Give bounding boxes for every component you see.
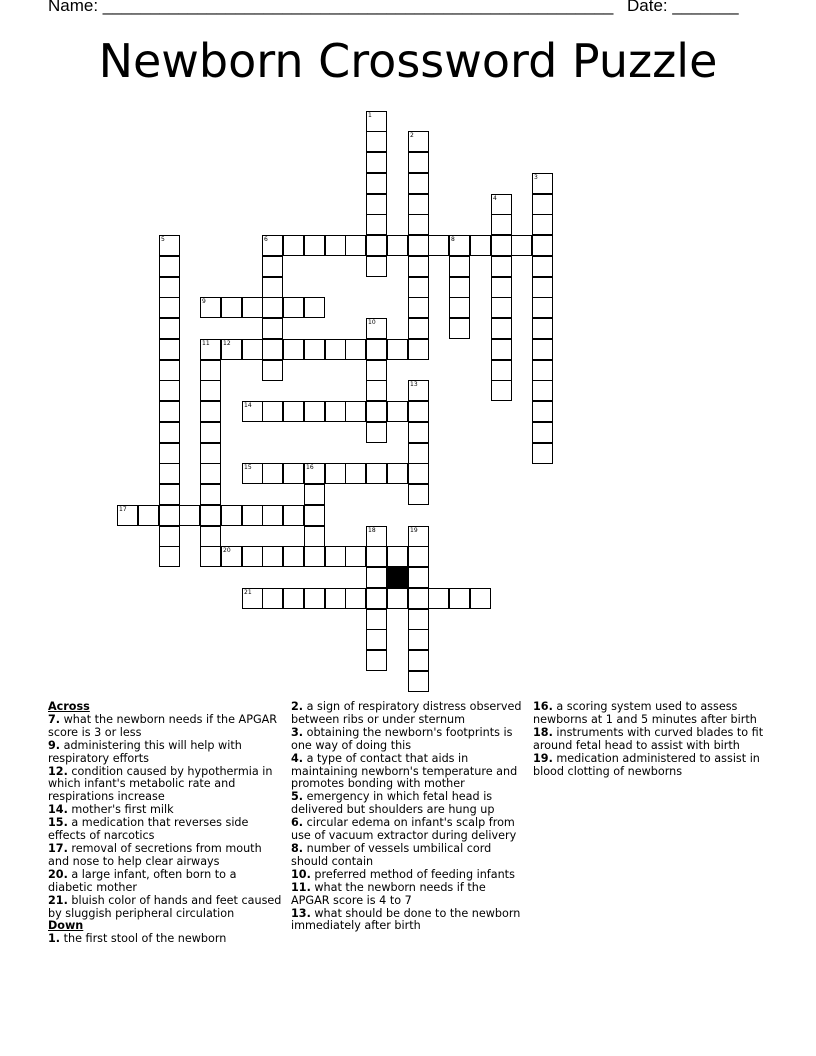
grid-cell[interactable] bbox=[283, 235, 304, 256]
grid-cell[interactable] bbox=[242, 505, 263, 526]
grid-cell[interactable] bbox=[159, 526, 180, 547]
grid-cell[interactable] bbox=[345, 588, 366, 609]
grid-cell[interactable] bbox=[449, 588, 470, 609]
grid-cell[interactable] bbox=[138, 505, 159, 526]
clue-item-text: a type of contact that aids in maintaining newborn's temperature and promotes bonding with mother bbox=[291, 751, 518, 791]
grid-cell[interactable] bbox=[262, 235, 283, 256]
clue-number: 5 bbox=[161, 236, 165, 243]
grid-cell[interactable] bbox=[532, 380, 553, 401]
grid-cell[interactable] bbox=[304, 526, 325, 547]
grid-cell[interactable] bbox=[262, 256, 283, 277]
grid-cell[interactable] bbox=[159, 318, 180, 339]
clue-item bbox=[533, 727, 769, 753]
grid-cell[interactable] bbox=[159, 443, 180, 464]
grid-cell[interactable] bbox=[532, 173, 553, 194]
grid-cell[interactable] bbox=[366, 609, 387, 630]
grid-cell[interactable] bbox=[159, 463, 180, 484]
grid-cell[interactable] bbox=[449, 256, 470, 277]
grid-cell[interactable] bbox=[366, 360, 387, 381]
grid-cell[interactable] bbox=[283, 401, 304, 422]
clue-item-text: number of vessels umbilical cord should contain bbox=[291, 841, 492, 868]
grid-cell[interactable] bbox=[366, 588, 387, 609]
grid-cell[interactable] bbox=[262, 546, 283, 567]
clue-item-text: instruments with curved blades to fit around fetal head to assist with birth bbox=[533, 725, 764, 752]
clue-item-text: what should be done to the newborn immediately after birth bbox=[291, 906, 521, 933]
date-field: Date: _______ bbox=[627, 0, 739, 15]
clue-item-number: 6. bbox=[291, 816, 304, 830]
grid-cell[interactable] bbox=[408, 609, 429, 630]
clue-item-number: 2. bbox=[291, 700, 304, 713]
grid-cell[interactable] bbox=[387, 588, 408, 609]
grid-cell[interactable] bbox=[304, 463, 325, 484]
grid-cell[interactable] bbox=[408, 214, 429, 235]
grid-cell[interactable] bbox=[491, 277, 512, 298]
grid-cell[interactable] bbox=[408, 339, 429, 360]
grid-cell[interactable] bbox=[242, 297, 263, 318]
grid-cell[interactable] bbox=[366, 629, 387, 650]
grid-cell[interactable] bbox=[159, 505, 180, 526]
grid-cell[interactable] bbox=[221, 546, 242, 567]
grid-cell[interactable] bbox=[304, 235, 325, 256]
grid-cell[interactable] bbox=[345, 339, 366, 360]
grid-cell[interactable] bbox=[408, 567, 429, 588]
grid-cell[interactable] bbox=[345, 235, 366, 256]
grid-cell[interactable] bbox=[221, 339, 242, 360]
clue-item-text: circular edema on infant's scalp from use of vacuum extractor during delivery bbox=[291, 816, 517, 843]
grid-cell[interactable] bbox=[304, 546, 325, 567]
grid-cell[interactable] bbox=[366, 422, 387, 443]
clue-item-text: the first stool of the newborn bbox=[60, 932, 227, 946]
clue-number: 8 bbox=[451, 236, 455, 243]
grid-cell[interactable] bbox=[283, 505, 304, 526]
down-clue-list bbox=[533, 701, 769, 778]
grid-cell[interactable] bbox=[511, 235, 532, 256]
grid-cell[interactable] bbox=[242, 546, 263, 567]
grid-cell[interactable] bbox=[491, 256, 512, 277]
clue-number: 1 bbox=[368, 112, 372, 119]
clue-number: 16 bbox=[306, 464, 314, 471]
grid-cell[interactable] bbox=[532, 318, 553, 339]
clue-number: 18 bbox=[368, 527, 376, 534]
grid-cell[interactable] bbox=[366, 318, 387, 339]
across-clue-list bbox=[48, 714, 284, 921]
grid-cell[interactable] bbox=[532, 277, 553, 298]
grid-cell[interactable] bbox=[304, 588, 325, 609]
clue-item-text: a medication that reverses side effects of narcotics bbox=[48, 816, 249, 843]
grid-cell[interactable] bbox=[159, 277, 180, 298]
grid-cell[interactable] bbox=[428, 235, 449, 256]
clue-item bbox=[291, 701, 527, 727]
clue-item bbox=[291, 727, 527, 753]
clue-item-text: emergency in which fetal head is delivered but shoulders are hung up bbox=[291, 790, 495, 817]
clue-item-number: 13. bbox=[291, 906, 311, 920]
clue-item-number: 3. bbox=[291, 725, 304, 739]
clue-item-text: condition caused by hypothermia in which infant's metabolic rate and respirations increase bbox=[48, 764, 273, 804]
clue-item bbox=[291, 882, 527, 908]
clue-item-number: 14. bbox=[48, 803, 68, 817]
grid-cell[interactable] bbox=[532, 297, 553, 318]
grid-cell[interactable] bbox=[262, 339, 283, 360]
grid-cell[interactable] bbox=[283, 588, 304, 609]
grid-cell[interactable] bbox=[262, 277, 283, 298]
grid-cell[interactable] bbox=[366, 111, 387, 132]
grid-cell[interactable] bbox=[387, 339, 408, 360]
grid-cell[interactable] bbox=[262, 318, 283, 339]
clue-item-text: a sign of respiratory distress observed between ribs or under sternum bbox=[291, 700, 522, 726]
clue-number: 19 bbox=[410, 527, 418, 534]
grid-cell[interactable] bbox=[200, 360, 221, 381]
grid-cell[interactable] bbox=[366, 567, 387, 588]
grid-cell[interactable] bbox=[242, 339, 263, 360]
grid-cell[interactable] bbox=[449, 297, 470, 318]
clue-item-text: a scoring system used to assess newborns at 1 and 5 minutes after birth bbox=[533, 700, 757, 726]
clue-item bbox=[48, 869, 284, 895]
clue-number: 13 bbox=[410, 381, 418, 388]
clue-column-2 bbox=[291, 701, 527, 933]
grid-cell[interactable] bbox=[366, 650, 387, 671]
grid-cell[interactable] bbox=[491, 360, 512, 381]
grid-cell[interactable] bbox=[532, 422, 553, 443]
grid-cell[interactable] bbox=[283, 297, 304, 318]
clue-item-number: 16. bbox=[533, 700, 553, 713]
clue-item bbox=[48, 740, 284, 766]
grid-cell[interactable] bbox=[345, 463, 366, 484]
clue-number: 3 bbox=[534, 174, 538, 181]
clue-item-text: a large infant, often born to a diabetic mother bbox=[48, 867, 237, 894]
grid-cell[interactable] bbox=[200, 463, 221, 484]
grid-cell[interactable] bbox=[532, 360, 553, 381]
grid-cell[interactable] bbox=[491, 297, 512, 318]
grid-cell[interactable] bbox=[491, 214, 512, 235]
clue-item-number: 17. bbox=[48, 841, 68, 855]
page-title: Newborn Crossword Puzzle bbox=[98, 34, 718, 88]
clue-item-number: 18. bbox=[533, 725, 553, 739]
grid-cell[interactable] bbox=[387, 463, 408, 484]
clue-item-number: 12. bbox=[48, 764, 68, 778]
down-heading: Down bbox=[48, 919, 84, 933]
clue-item-text: obtaining the newborn's footprints is one way of doing this bbox=[291, 725, 513, 752]
down-clue-list bbox=[291, 701, 527, 933]
grid-cell[interactable] bbox=[408, 152, 429, 173]
grid-cell[interactable] bbox=[387, 235, 408, 256]
grid-cell[interactable] bbox=[304, 297, 325, 318]
grid-cell[interactable] bbox=[221, 505, 242, 526]
clue-column-3 bbox=[533, 701, 769, 778]
grid-cell[interactable] bbox=[491, 339, 512, 360]
grid-cell[interactable] bbox=[408, 422, 429, 443]
grid-cell[interactable] bbox=[491, 235, 512, 256]
clue-number: 17 bbox=[119, 506, 127, 513]
grid-cell[interactable] bbox=[200, 339, 221, 360]
clue-number: 21 bbox=[244, 589, 252, 596]
grid-cell[interactable] bbox=[200, 401, 221, 422]
clue-number: 2 bbox=[410, 132, 414, 139]
clue-item-number: 20. bbox=[48, 867, 68, 881]
clue-item-text: mother's first milk bbox=[67, 803, 174, 817]
grid-cell[interactable] bbox=[200, 546, 221, 567]
grid-cell[interactable] bbox=[345, 546, 366, 567]
grid-cell[interactable] bbox=[366, 194, 387, 215]
grid-cell[interactable] bbox=[159, 546, 180, 567]
grid-cell[interactable] bbox=[262, 505, 283, 526]
grid-cell[interactable] bbox=[408, 671, 429, 692]
grid-cell[interactable] bbox=[159, 297, 180, 318]
grid-cell[interactable] bbox=[366, 235, 387, 256]
clue-item-number: 11. bbox=[291, 880, 311, 894]
grid-cell[interactable] bbox=[491, 194, 512, 215]
grid-cell[interactable] bbox=[366, 401, 387, 422]
clue-item-number: 4. bbox=[291, 751, 304, 765]
grid-cell[interactable] bbox=[532, 235, 553, 256]
grid-cell[interactable] bbox=[366, 463, 387, 484]
grid-cell[interactable] bbox=[408, 401, 429, 422]
grid-cell[interactable] bbox=[200, 484, 221, 505]
grid-cell[interactable] bbox=[200, 380, 221, 401]
grid-cell[interactable] bbox=[428, 588, 449, 609]
clue-number: 14 bbox=[244, 402, 252, 409]
grid-cell[interactable] bbox=[408, 629, 429, 650]
clue-item bbox=[533, 753, 769, 779]
clue-item bbox=[291, 791, 527, 817]
clue-item bbox=[48, 714, 284, 740]
grid-cell[interactable] bbox=[408, 277, 429, 298]
grid-cell[interactable] bbox=[408, 484, 429, 505]
grid-cell[interactable] bbox=[532, 339, 553, 360]
grid-cell[interactable] bbox=[262, 401, 283, 422]
clue-item-number: 7. bbox=[48, 712, 61, 726]
clue-item bbox=[48, 766, 284, 805]
grid-cell[interactable] bbox=[408, 546, 429, 567]
clue-number: 6 bbox=[264, 236, 268, 243]
grid-cell[interactable] bbox=[366, 380, 387, 401]
grid-cell[interactable] bbox=[179, 505, 200, 526]
grid-cell[interactable] bbox=[283, 463, 304, 484]
grid-cell[interactable] bbox=[408, 256, 429, 277]
grid-cell[interactable] bbox=[262, 297, 283, 318]
grid-cell[interactable] bbox=[304, 484, 325, 505]
grid-cell[interactable] bbox=[242, 463, 263, 484]
grid-cell[interactable] bbox=[387, 546, 408, 567]
grid-cell[interactable] bbox=[159, 401, 180, 422]
clue-item bbox=[291, 817, 527, 843]
grid-cell[interactable] bbox=[200, 443, 221, 464]
clue-number: 9 bbox=[202, 298, 206, 305]
grid-cell[interactable] bbox=[283, 339, 304, 360]
clue-number: 20 bbox=[223, 547, 231, 554]
grid-cell[interactable] bbox=[325, 401, 346, 422]
clue-item-number: 1. bbox=[48, 932, 61, 946]
grid-cell[interactable] bbox=[532, 443, 553, 464]
grid-cell[interactable] bbox=[470, 235, 491, 256]
clue-item-number: 19. bbox=[533, 751, 553, 765]
grid-cell[interactable] bbox=[532, 194, 553, 215]
grid-cell[interactable] bbox=[325, 235, 346, 256]
clue-item-text: removal of secretions from mouth and nose to help clear airways bbox=[48, 841, 262, 868]
grid-cell[interactable] bbox=[408, 526, 429, 547]
grid-cell[interactable] bbox=[366, 546, 387, 567]
grid-cell[interactable] bbox=[408, 173, 429, 194]
clue-number: 15 bbox=[244, 464, 252, 471]
grid-cell[interactable] bbox=[532, 256, 553, 277]
name-field: Name: ______________________________________________________ bbox=[48, 0, 614, 15]
grid-cell[interactable] bbox=[159, 339, 180, 360]
grid-cell[interactable] bbox=[408, 131, 429, 152]
grid-cell[interactable] bbox=[366, 131, 387, 152]
grid-cell[interactable] bbox=[491, 380, 512, 401]
clue-item bbox=[48, 895, 284, 921]
grid-cell[interactable] bbox=[200, 297, 221, 318]
grid-cell[interactable] bbox=[408, 194, 429, 215]
grid-cell[interactable] bbox=[159, 484, 180, 505]
clue-column-1 bbox=[48, 701, 284, 946]
grid-cell[interactable] bbox=[345, 401, 366, 422]
clue-item-text: what the newborn needs if the APGAR score is 3 or less bbox=[48, 712, 278, 739]
grid-cell[interactable] bbox=[449, 235, 470, 256]
grid-cell[interactable] bbox=[449, 318, 470, 339]
grid-cell[interactable] bbox=[532, 401, 553, 422]
grid-cell[interactable] bbox=[262, 463, 283, 484]
grid-cell[interactable] bbox=[325, 588, 346, 609]
grid-cell[interactable] bbox=[159, 256, 180, 277]
grid-cell[interactable] bbox=[366, 526, 387, 547]
grid-cell[interactable] bbox=[366, 339, 387, 360]
clue-number: 12 bbox=[223, 340, 231, 347]
grid-cell[interactable] bbox=[325, 463, 346, 484]
grid-cell[interactable] bbox=[408, 650, 429, 671]
grid-cell[interactable] bbox=[408, 463, 429, 484]
clue-item bbox=[48, 817, 284, 843]
grid-cell[interactable] bbox=[366, 152, 387, 173]
down-clue-list bbox=[48, 933, 284, 946]
grid-cell[interactable] bbox=[200, 422, 221, 443]
clue-item-number: 15. bbox=[48, 816, 68, 830]
clue-item-number: 5. bbox=[291, 790, 304, 804]
grid-cell[interactable] bbox=[200, 526, 221, 547]
grid-cell[interactable] bbox=[408, 235, 429, 256]
grid-block bbox=[387, 567, 408, 588]
clue-item bbox=[533, 701, 769, 727]
grid-cell[interactable] bbox=[449, 277, 470, 298]
grid-cell[interactable] bbox=[325, 339, 346, 360]
grid-cell[interactable] bbox=[262, 588, 283, 609]
grid-cell[interactable] bbox=[491, 318, 512, 339]
clue-item-number: 8. bbox=[291, 841, 304, 855]
clue-item-text: administering this will help with respiratory efforts bbox=[48, 738, 242, 765]
grid-cell[interactable] bbox=[366, 173, 387, 194]
grid-cell[interactable] bbox=[242, 401, 263, 422]
clue-number: 11 bbox=[202, 340, 210, 347]
clue-item bbox=[48, 843, 284, 869]
grid-cell[interactable] bbox=[408, 443, 429, 464]
clue-item-text: medication administered to assist in blood clotting of newborns bbox=[533, 751, 760, 778]
grid-cell[interactable] bbox=[408, 297, 429, 318]
grid-cell[interactable] bbox=[159, 380, 180, 401]
clue-item-number: 10. bbox=[291, 867, 311, 881]
clue-number: 4 bbox=[493, 195, 497, 202]
grid-cell[interactable] bbox=[159, 360, 180, 381]
grid-cell[interactable] bbox=[470, 588, 491, 609]
clue-item-text: what the newborn needs if the APGAR score is 4 to 7 bbox=[291, 880, 486, 907]
clue-item-text: bluish color of hands and feet caused by sluggish peripheral circulation bbox=[48, 893, 282, 920]
grid-cell[interactable] bbox=[283, 546, 304, 567]
grid-cell[interactable] bbox=[366, 214, 387, 235]
clue-item-number: 9. bbox=[48, 738, 61, 752]
grid-cell[interactable] bbox=[117, 505, 138, 526]
grid-cell[interactable] bbox=[408, 318, 429, 339]
grid-cell[interactable] bbox=[304, 401, 325, 422]
grid-cell[interactable] bbox=[304, 505, 325, 526]
grid-cell[interactable] bbox=[304, 339, 325, 360]
grid-cell[interactable] bbox=[262, 360, 283, 381]
grid-cell[interactable] bbox=[366, 256, 387, 277]
clue-item bbox=[291, 843, 527, 869]
grid-cell[interactable] bbox=[159, 422, 180, 443]
grid-cell[interactable] bbox=[408, 588, 429, 609]
grid-cell[interactable] bbox=[242, 588, 263, 609]
clue-item-text: preferred method of feeding infants bbox=[310, 867, 515, 881]
across-heading: Across bbox=[48, 700, 90, 713]
grid-cell[interactable] bbox=[221, 297, 242, 318]
clue-item-number: 21. bbox=[48, 893, 68, 907]
grid-cell[interactable] bbox=[159, 235, 180, 256]
grid-cell[interactable] bbox=[200, 505, 221, 526]
grid-cell[interactable] bbox=[325, 546, 346, 567]
clue-item bbox=[291, 908, 527, 934]
clue-item bbox=[48, 933, 284, 946]
clue-number: 10 bbox=[368, 319, 376, 326]
clue-item bbox=[291, 753, 527, 792]
grid-cell[interactable] bbox=[532, 214, 553, 235]
grid-cell[interactable] bbox=[408, 380, 429, 401]
grid-cell[interactable] bbox=[387, 401, 408, 422]
